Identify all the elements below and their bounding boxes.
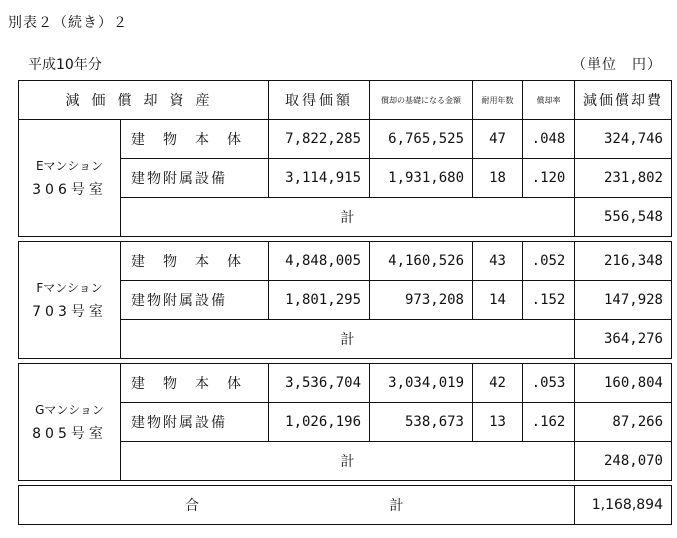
property-name: Gマンション [35,403,104,417]
col-header-life: 耐用年数 [473,81,523,120]
subtotal-value: 556,548 [575,198,672,237]
subtotal-label: 計 [121,198,575,237]
property-label [19,242,121,359]
rate-cell: .162 [523,403,575,442]
depreciation-cell: 160,804 [575,364,672,403]
rate-cell: .048 [523,120,575,159]
property-room: 805号室 [32,426,107,442]
table-row [19,120,672,159]
depreciation-cell: 324,746 [575,120,672,159]
table-row [19,364,672,403]
rate-cell: .120 [523,159,575,198]
cost-cell: 1,801,295 [269,281,370,320]
cost-cell: 4,848,005 [269,242,370,281]
grand-total-value: 1,168,894 [575,486,672,525]
asset-item: 建物本体 [121,120,269,159]
col-header-depreciation: 減価償却費 [575,81,672,120]
subtotal-label: 計 [121,320,575,359]
property-name: Eマンション [35,159,104,173]
rate-cell: .052 [523,242,575,281]
depreciation-cell: 87,266 [575,403,672,442]
property-name: Fマンション [36,281,103,295]
depreciation-cell: 216,348 [575,242,672,281]
asset-item: 建物本体 [121,242,269,281]
asset-item: 建物附属設備 [121,281,269,320]
property-room: 703号室 [32,304,107,320]
subtotal-value: 364,276 [575,320,672,359]
unit-label: （単位 円） [572,57,662,73]
life-cell: 13 [473,403,523,442]
base-cell: 3,034,019 [370,364,473,403]
base-cell: 973,208 [370,281,473,320]
grand-total-row [19,486,672,525]
col-header-asset: 減価償却資産 [19,81,269,120]
life-cell: 43 [473,242,523,281]
cost-cell: 3,536,704 [269,364,370,403]
cost-cell: 3,114,915 [269,159,370,198]
depreciation-table [18,80,672,525]
col-header-cost: 取得価額 [269,81,370,120]
asset-item: 建物附属設備 [121,159,269,198]
life-cell: 47 [473,120,523,159]
asset-item: 建物本体 [121,364,269,403]
col-header-base: 償却の基礎になる金額 [370,81,473,120]
life-cell: 42 [473,364,523,403]
property-label [19,364,121,481]
rate-cell: .053 [523,364,575,403]
property-room: 306号室 [32,182,107,198]
base-cell: 538,673 [370,403,473,442]
document-title: 別表２（続き）２ [8,15,128,31]
depreciation-cell: 147,928 [575,281,672,320]
asset-item: 建物附属設備 [121,403,269,442]
header-row [19,81,672,120]
grand-total-label [19,486,575,525]
property-label [19,120,121,237]
life-cell: 18 [473,159,523,198]
depreciation-cell: 231,802 [575,159,672,198]
base-cell: 1,931,680 [370,159,473,198]
subtotal-label: 計 [121,442,575,481]
year-label: 平成10年分 [28,57,102,73]
base-cell: 4,160,526 [370,242,473,281]
grand-total-label-first: 合 [185,498,199,514]
cost-cell: 7,822,285 [269,120,370,159]
life-cell: 14 [473,281,523,320]
cost-cell: 1,026,196 [269,403,370,442]
grand-total-label-second: 計 [389,498,404,514]
rate-cell: .152 [523,281,575,320]
base-cell: 6,765,525 [370,120,473,159]
table-row [19,242,672,281]
col-header-rate: 償却率 [523,81,575,120]
subtotal-value: 248,070 [575,442,672,481]
